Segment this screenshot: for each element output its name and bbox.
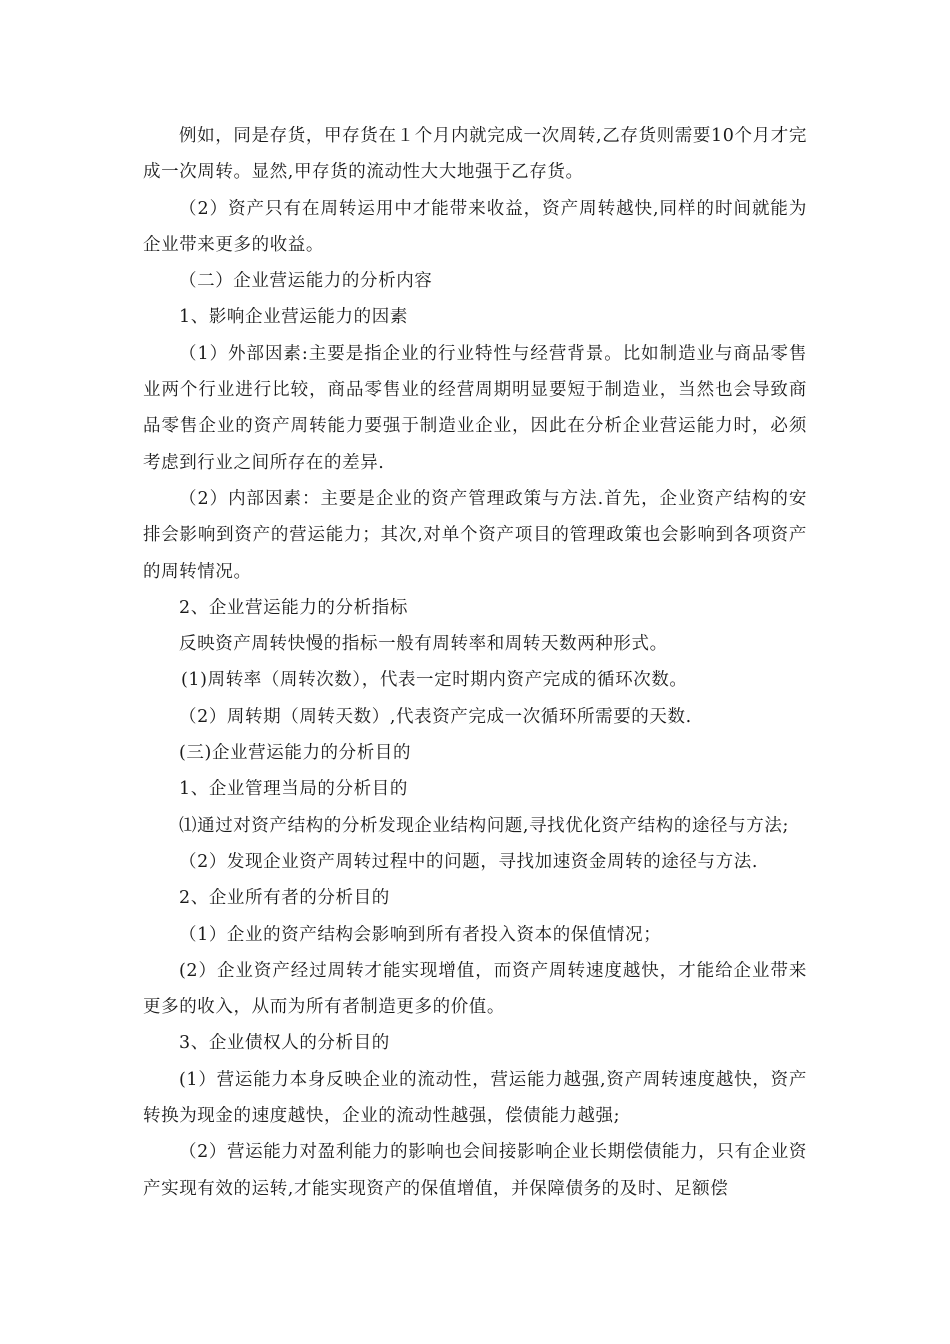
- list-item: (2）企业资产经过周转才能实现增值，而资产周转速度越快，才能给企业带来更多的收入，从而为所有者制造更多的价值。: [143, 960, 807, 1018]
- document-body: [143, 118, 807, 1207]
- section-heading: (三)企业营运能力的分析目的: [179, 743, 412, 764]
- list-item: （2）发现企业资产周转过程中的问题，寻找加速资金周转的途径与方法.: [179, 851, 758, 872]
- list-item: ⑴通过对资产结构的分析发现企业结构问题,寻找优化资产结构的途径与方法;: [179, 815, 789, 836]
- subsection-heading: 2、企业所有者的分析目的: [179, 888, 390, 909]
- paragraph: （2）资产只有在周转运用中才能带来收益，资产周转越快,同样的时间就能为企业带来更多的收益。: [143, 198, 807, 255]
- paragraph: 例如，同是存货，甲存货在１个月内就完成一次周转,乙存货则需要10个月才完成一次周转。显然,甲存货的流动性大大地强于乙存货。: [143, 126, 807, 183]
- paragraph: （1）外部因素:主要是指企业的行业特性与经营背景。比如制造业与商品零售业两个行业进行比较，商品零售业的经营周期明显要短于制造业，当然也会导致商品零售企业的资产周转能力要强于制造业企业，因此在分析企业营运能力时，必须考虑到行业之间所存在的差异.: [143, 343, 807, 473]
- subsection-heading: 1、影响企业营运能力的因素: [179, 307, 408, 328]
- subsection-heading: 2、企业营运能力的分析指标: [179, 597, 408, 618]
- paragraph: 反映资产周转快慢的指标一般有周转率和周转天数两种形式。: [179, 634, 668, 655]
- section-heading: （二）企业营运能力的分析内容: [179, 271, 433, 292]
- list-item: （2）周转期（周转天数）,代表资产完成一次循环所需要的天数.: [179, 706, 692, 727]
- list-item: (1）营运能力本身反映企业的流动性，营运能力越强,资产周转速度越快，资产转换为现金的速度越快，企业的流动性越强，偿债能力越强;: [143, 1069, 807, 1127]
- list-item: （2）营运能力对盈利能力的影响也会间接影响企业长期偿债能力，只有企业资产实现有效的运转,才能实现资产的保值增值，并保障债务的及时、足额偿: [143, 1142, 807, 1199]
- paragraph: （2）内部因素：主要是企业的资产管理政策与方法.首先，企业资产结构的安排会影响到资产的营运能力；其次,对单个资产项目的管理政策也会影响到各项资产的周转情况。: [143, 488, 807, 582]
- subsection-heading: 3、企业债权人的分析目的: [179, 1033, 390, 1054]
- list-item: (1)周转率（周转次数），代表一定时期内资产完成的循环次数。: [181, 670, 688, 691]
- subsection-heading: 1、企业管理当局的分析目的: [179, 779, 408, 800]
- list-item: （1）企业的资产结构会影响到所有者投入资本的保值情况；: [179, 924, 662, 945]
